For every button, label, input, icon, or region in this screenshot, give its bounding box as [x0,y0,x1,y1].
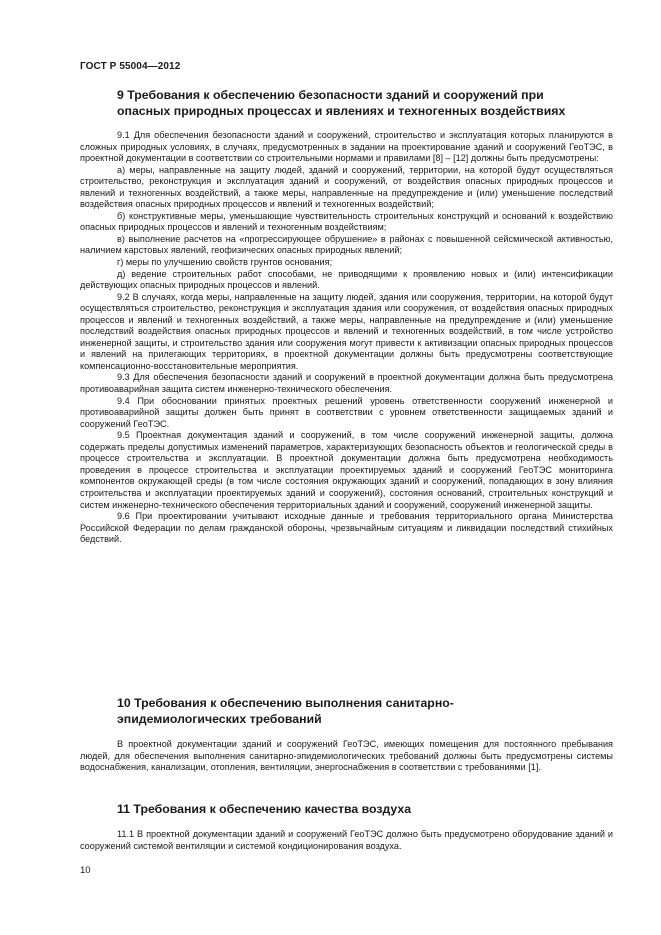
section-9-body [80,130,613,546]
section-11-title: 11 Требования к обеспечению качества воздуха [117,802,412,816]
section-9-title-line1: 9 Требования к обеспечению безопасности зданий и сооружений при [117,88,544,102]
section-9-title-line2: опасных природных процессах и явлениях и техногенных воздействиях [117,104,566,118]
paragraph-9-1: 9.1 Для обеспечения безопасности зданий и сооружений, строительство и эксплуатация которых планируются в сложных природных условиях, в случаях, предусмотренных в задании на проектирование зданий и сооружений ГеоТЭС, в проектной документации в соответствии со строительными нормами и правилами [8] – [12] должны быть предусмотрены: [80,130,613,164]
paragraph-9-3: 9.3 Для обеспечения безопасности зданий и сооружений в проектной документации должна быть предусмотрена противоаварийная защита систем инженерно-технического обеспечения. [80,372,613,395]
section-10-title-line1: 10 Требования к обеспечению выполнения санитарно- [117,696,454,710]
paragraph-9-5: 9.5 Проектная документация зданий и сооружений, в том числе сооружений инженерной защиты, должна содержать пределы допустимых изменений параметров, характеризующих безопасность объектов и геологической среды в процессе строительства и эксплуатации. В проектной документации должна быть предусмотрена необходимость проведения в процессе строительства и эксплуатации проектируемых зданий и сооружений ГеоТЭС мониторинга компонентов окружающей среды (в том числе состояния окружающих зданий и сооружений, попадающих в зону влияния строительства и эксплуатации проектируемых зданий и сооружений), состояния оснований, строительных конструкций и систем инженерно-технического обеспечения территориальных зданий и сооружений, сооружений инженерной защиты. [80,430,613,510]
paragraph-9-1-a: а) меры, направленные на защиту людей, зданий и сооружений, территории, на которой будут осуществляться строительство, реконструкция и эксплуатация зданий и сооружений, от воздействия опасных природных процессов и явлений и техногенных воздействий, а также меры, направленные на предупреждение и (или) уменьшение последствий воздействия опасных природных процессов и явлений и техногенных воздействий; [80,164,613,210]
paragraph-9-1-b: б) конструктивные меры, уменьшающие чувствительность строительных конструкций и оснований к воздействию опасных природных процессов и явлений и техногенным воздействиям; [80,210,613,233]
paragraph-9-6: 9.6 При проектировании учитывают исходные данные и требования территориального органа Министерства Российской Федерации по делам гражданской обороны, чрезвычайным ситуациям и ликвидации последствий стихийных бедствий. [80,511,613,545]
section-10-body [80,739,613,774]
paragraph-9-1-d: д) ведение строительных работ способами, не приводящими к проявлению новых и (или) интенсификации действующих опасных природных процессов и явлений. [80,268,613,291]
paragraph-9-1-v: в) выполнение расчетов на «прогрессирующее обрушение» в районах с повышенной сейсмической активностью, наличием карстовых явлений, геофизических опасных природных явлений; [80,233,613,256]
section-11-body [80,829,613,852]
paragraph-9-2: 9.2 В случаях, когда меры, направленные на защиту людей, здания или сооружения, территории, на которой будут осуществляться строительство, реконструкция и эксплуатация здания или сооружения, от воздействия опасных природных процессов и явлений и техногенных воздействий, а также меры, направленные на предупреждение и (или) уменьшение последствий воздействия опасных природных процессов и явлений и техногенных воздействий, в том числе устройство инженерной защиты, и строительство здания или сооружения могут привести к активизации опасных природных процессов и явлений на прилегающих территориях, в проектной документации должны быть предусмотрены соответствующие компенсационно-восстановительные мероприятия. [80,291,613,371]
doc-header: ГОСТ Р 55004—2012 [80,61,181,72]
section-9-title [80,87,650,119]
section-10-title [80,695,650,727]
paragraph-9-4: 9.4 При обосновании принятых проектных решений уровень ответственности сооружений инженерной и противоаварийной защиты должен быть принят в соответствии с уровнем ответственности защищаемых зданий и сооружений ГеоТЭС. [80,395,613,429]
paragraph-9-1-g: г) меры по улучшению свойств грунтов основания; [117,257,333,268]
paragraph-11-1: 11.1 В проектной документации зданий и сооружений ГеоТЭС должно быть предусмотрено оборудование зданий и сооружений системой вентиляции и системой кондиционирования воздуха. [80,829,613,851]
page-number: 10 [80,865,91,876]
section-10-title-line2: эпидемиологических требований [117,712,322,726]
paragraph-10: В проектной документации зданий и сооружений ГеоТЭС, имеющих помещения для постоянного пребывания людей, для обеспечения выполнения санитарно-эпидемиологических требований должны быть предусмотрены системы водоснабжения, канализации, отопления, вентиляции, энергоснабжения в соответствии с требованиями [1]. [80,739,613,773]
